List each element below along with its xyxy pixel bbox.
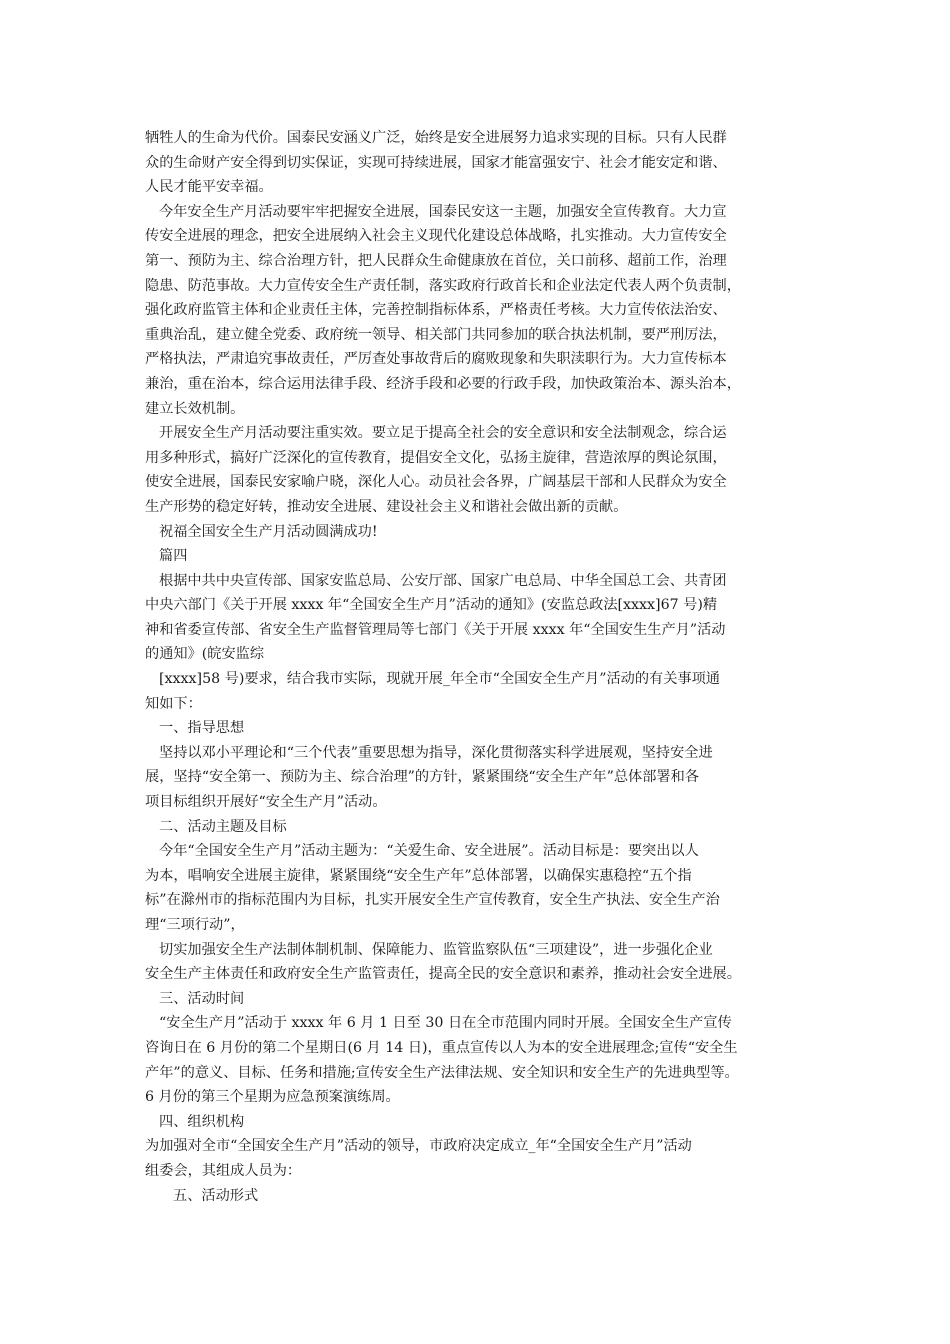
- text-line: 展，坚持“安全第一、预防为主、综合治理”的方针，紧紧围绕“安全生产年”总体部署和各: [145, 769, 699, 786]
- text-line: 为加强对全市“全国安全生产月”活动的领导，市政府决定成立_年“全国安全生产月”活动: [145, 1138, 692, 1155]
- text-line: 牺牲人的生命为代价。国泰民安涵义广泛，始终是安全进展努力追求实现的目标。只有人民群: [145, 130, 727, 146]
- text-line: 重典治乱，建立健全党委、政府统一领导、相关部门共同参加的联合执法机制，要严刑厉法，: [145, 326, 727, 343]
- text-line: 组委会，其组成人员为：: [145, 1162, 302, 1179]
- text-line: 强化政府监管主体和企业责任主体，完善控制指标体系，严格责任考核。大力宣传依法治安、: [145, 302, 727, 319]
- text-line: 生产形势的稳定好转，推动安全进展、建设社会主义和谐社会做出新的贡献。: [145, 498, 628, 515]
- text-line: 祝福全国安全生产月活动圆满成功!: [159, 523, 378, 540]
- text-line: 第一、预防为主、综合治理方针，把人民群众生命健康放在首位，关口前移、超前工作，治理: [145, 252, 727, 269]
- text-line: 标”在滁州市的指标范围内为目标，扎实开展安全生产宣传教育，安全生产执法、安全生产治: [145, 892, 720, 909]
- text-line: 建立长效机制。: [145, 400, 245, 417]
- text-line: 兼治，重在治本，综合运用法律手段、经济手段和必要的行政手段，加快政策治本、源头治本，: [145, 375, 741, 392]
- text-line: 理“三项行动”，: [145, 917, 245, 933]
- text-line: 中央六部门《关于开展 xxxx 年“全国安全生产月”活动的通知》(安监总政法[xxxx]67 号)精: [145, 597, 718, 614]
- text-line: 根据中共中央宣传部、国家安监总局、公安厅部、国家广电总局、中华全国总工会、共青团: [159, 572, 727, 589]
- text-line: 今年“全国安全生产月”活动主题为：“关爱生命、安全进展”。活动目标是：要突出以人: [159, 843, 699, 860]
- text-line: 使安全进展，国泰民安家喻户晓，深化人心。动员社会各界，广阔基层干部和人民群众为安全: [145, 474, 727, 491]
- text-line: 五、活动形式: [173, 1187, 259, 1204]
- document-body: [145, 126, 813, 1208]
- text-line: 神和省委宣传部、省安全生产监督管理局等七部门《关于开展 xxxx 年“全国安生生产月”活动: [145, 621, 726, 638]
- text-line: “安全生产月”活动于 xxxx 年 6 月 1 日至 30 日在全市范围内同时开展。全国安全生产宣传: [159, 1015, 732, 1032]
- text-line: 安全生产主体责任和政府安全生产监管责任，提高全民的安全意识和素养，推动社会安全进展。: [145, 966, 741, 983]
- text-line: 三、活动时间: [159, 990, 245, 1007]
- text-line: 坚持以邓小平理论和“三个代表”重要思想为指导，深化贯彻落实科学进展观，坚持安全进: [159, 744, 713, 761]
- text-line: 为本，唱响安全进展主旋律，紧紧围绕“安全生产年”总体部署，以确保实惠稳控“五个指: [145, 867, 692, 884]
- text-line: 今年安全生产月活动要牢牢把握安全进展，国泰民安这一主题，加强安全宣传教育。大力宣: [159, 203, 727, 220]
- text-line: 二、活动主题及目标: [159, 818, 287, 835]
- text-line: 四、组织机构: [159, 1113, 245, 1130]
- text-line: 篇四: [159, 548, 188, 565]
- text-line: 传安全进展的理念，把安全进展纳入社会主义现代化建设总体战略，扎实推动。大力宣传安全: [145, 228, 727, 245]
- text-line: 的通知》(皖安监综: [145, 646, 265, 663]
- text-line: 开展安全生产月活动要注重实效。要立足于提高全社会的安全意识和安全法制观念，综合运: [159, 425, 727, 442]
- text-line: [xxxx]58 号)要求，结合我市实际，现就开展_年全市“全国安全生产月”活动的有关事项通: [159, 671, 720, 688]
- text-line: 一、指导思想: [159, 720, 245, 737]
- text-line: 众的生命财产安全得到切实保证，实现可持续进展，国家才能富强安宁、社会才能安定和谐、: [145, 154, 727, 171]
- text-line: 产年”的意义、目标、任务和措施;宣传安全生产法律法规、安全知识和安全生产的先进典型等。: [145, 1064, 739, 1081]
- text-line: 用多种形式，搞好广泛深化的宣传教育，提倡安全文化，弘扬主旋律，营造浓厚的舆论氛围，: [145, 449, 727, 466]
- text-line: 人民才能平安幸福。: [145, 179, 273, 196]
- text-line: 咨询日在 6 月份的第二个星期日(6 月 14 日)，重点宣传以人为本的安全进展理念;宣传“安全生: [145, 1039, 738, 1056]
- text-line: 严格执法，严肃追究事故责任，严厉查处事故背后的腐败现象和失职渎职行为。大力宣传标本: [145, 351, 727, 368]
- text-line: 6 月份的第三个星期为应急预案演练周。: [145, 1089, 400, 1106]
- text-line: 隐患、防范事故。大力宣传安全生产责任制，落实政府行政首长和企业法定代表人两个负责制，: [145, 277, 741, 294]
- text-line: 知如下：: [145, 695, 202, 712]
- text-line: 项目标组织开展好“安全生产月”活动。: [145, 794, 387, 811]
- text-line: 切实加强安全生产法制体制机制、保障能力、监管监察队伍“三项建设”，进一步强化企业: [159, 941, 713, 958]
